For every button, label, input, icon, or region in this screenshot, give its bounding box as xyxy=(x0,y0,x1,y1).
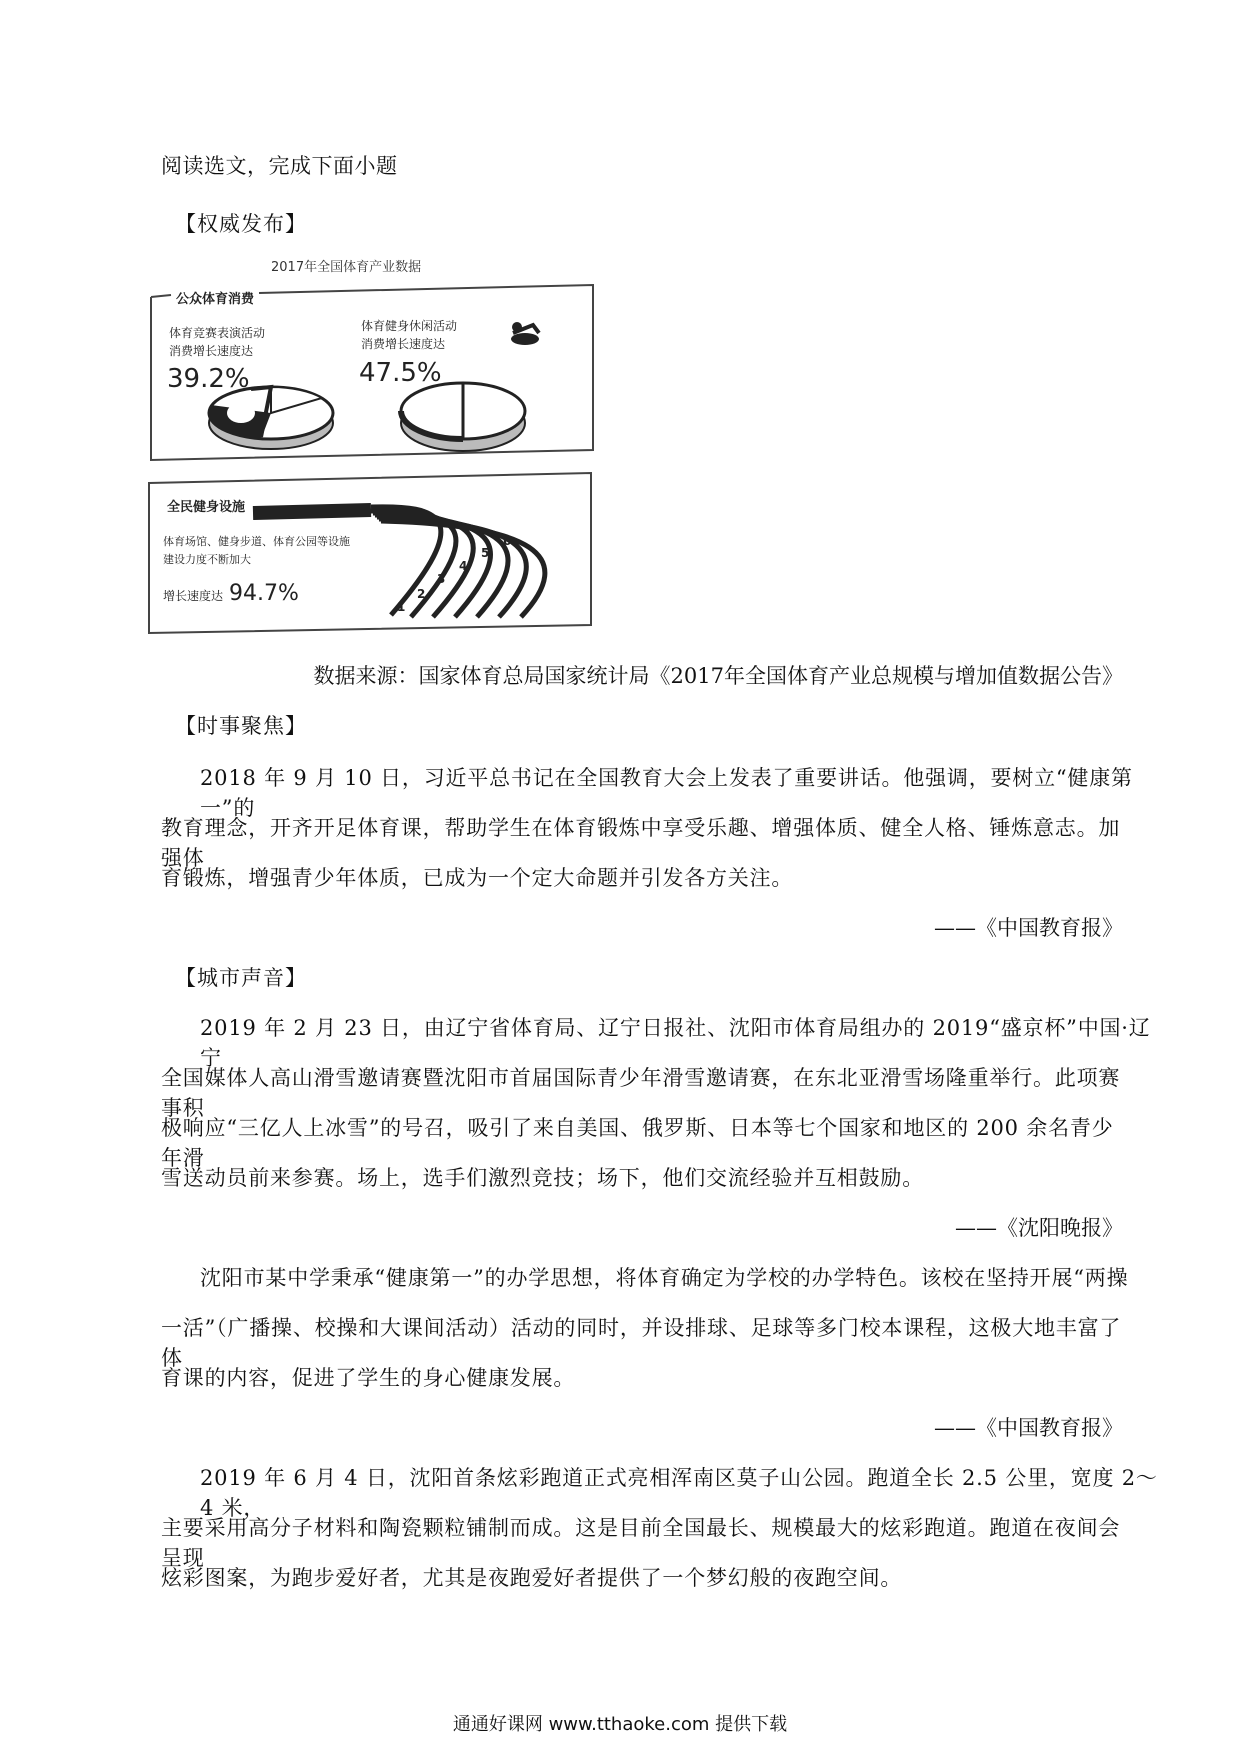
stat1-value: 39.2% xyxy=(167,364,250,394)
attribution-3: ——《中国教育报》 xyxy=(934,1416,1123,1440)
paragraph2-line4: 雪送动员前来参赛。场上，选手们激烈竞技；场下，他们交流经验并互相鼓励。 xyxy=(161,1166,924,1190)
paragraph3-line1: 沈阳市某中学秉承“健康第一”的办学思想，将体育确定为学校的办学特色。该校在坚持开展“两操 xyxy=(200,1266,1129,1290)
paragraph3-line2: 一活”（广播操、校操和大课间活动）活动的同时，并设排球、足球等多门校本课程，这极大地丰富了体 xyxy=(161,1316,1122,1370)
stat2-line1: 体育健身休闲活动 xyxy=(361,319,458,333)
intro-instruction: 阅读选文，完成下面小题 xyxy=(161,154,398,178)
paragraph4-line1: 2019 年 6 月 4 日，沈阳首条炫彩跑道正式亮相浑南区莫子山公园。跑道全长 2.5 公里，宽度 2～4 米， xyxy=(200,1466,1158,1520)
stat3-line2: 建设力度不断加大 xyxy=(163,553,251,566)
stat2-value: 47.5% xyxy=(359,358,442,388)
section-city-heading: 【城市声音】 xyxy=(175,966,307,990)
stat3-line1: 体育场馆、健身步道、体育公园等设施 xyxy=(163,535,350,548)
paragraph2-line1: 2019 年 2 月 23 日，由辽宁省体育局、辽宁日报社、沈阳市体育局组办的 2019“盛京杯”中国·辽宁 xyxy=(200,1016,1151,1070)
attribution-2: ——《沈阳晚报》 xyxy=(955,1216,1123,1240)
stat1-line2: 消费增长速度达 xyxy=(169,344,254,358)
attribution-1: ——《中国教育报》 xyxy=(934,916,1123,940)
lane-number: 3 xyxy=(437,572,446,586)
paragraph4-line3: 炫彩图案，为跑步爱好者，尤其是夜跑爱好者提供了一个梦幻般的夜跑空间。 xyxy=(161,1566,903,1590)
paragraph1-line1: 2018 年 9 月 10 日，习近平总书记在全国教育大会上发表了重要讲话。他强调，要树立“健康第一”的 xyxy=(200,766,1133,820)
lane-number: 4 xyxy=(459,559,468,573)
lane-number: 6 xyxy=(503,534,512,548)
stat3-prefix: 增长速度达 xyxy=(163,589,224,603)
lane-number: 2 xyxy=(417,587,426,601)
pie-chart-1 xyxy=(208,387,333,449)
pie-chart-2 xyxy=(401,383,525,451)
stat2-line2: 消费增长速度达 xyxy=(361,337,446,351)
public-consumption-label: 公众体育消费 xyxy=(176,292,255,307)
footer-download-note: 通通好课网 www.tthaoke.com 提供下载 xyxy=(452,1714,788,1735)
paragraph1-line3: 育锻炼，增强青少年体质，已成为一个定大命题并引发各方关注。 xyxy=(161,866,794,890)
section-current-heading: 【时事聚焦】 xyxy=(175,714,307,738)
sports-industry-infographic xyxy=(141,255,601,640)
paragraph3-line3: 育课的内容，促进了学生的身心健康发展。 xyxy=(161,1366,576,1390)
paragraph4-line2: 主要采用高分子材料和陶瓷颗粒铺制而成。这是目前全国最长、规模最大的炫彩跑道。跑道在夜间会呈现 xyxy=(161,1516,1121,1570)
section-authority-heading: 【权威发布】 xyxy=(175,212,307,236)
runner-icon xyxy=(511,322,539,345)
stat3-value: 94.7% xyxy=(229,581,299,606)
stat1-line1: 体育竞赛表演活动 xyxy=(169,326,266,340)
infographic-title: 2017年全国体育产业数据 xyxy=(271,260,422,275)
lane-number: 1 xyxy=(397,600,406,614)
paragraph2-line3: 极响应“三亿人上冰雪”的号召，吸引了来自美国、俄罗斯、日本等七个国家和地区的 200 余名青少年滑 xyxy=(161,1116,1114,1170)
fitness-facilities-label: 全民健身设施 xyxy=(167,500,246,515)
data-source-note: 数据来源：国家体育总局国家统计局《2017年全国体育产业总规模与增加值数据公告》 xyxy=(313,664,1123,688)
paragraph2-line2: 全国媒体人高山滑雪邀请赛暨沈阳市首届国际青少年滑雪邀请赛，在东北亚滑雪场隆重举行。此项赛事积 xyxy=(161,1066,1121,1120)
lane-number: 5 xyxy=(481,546,490,560)
paragraph1-line2: 教育理念，开齐开足体育课，帮助学生在体育锻炼中享受乐趣、增强体质、健全人格、锤炼意志。加强体 xyxy=(161,816,1121,870)
